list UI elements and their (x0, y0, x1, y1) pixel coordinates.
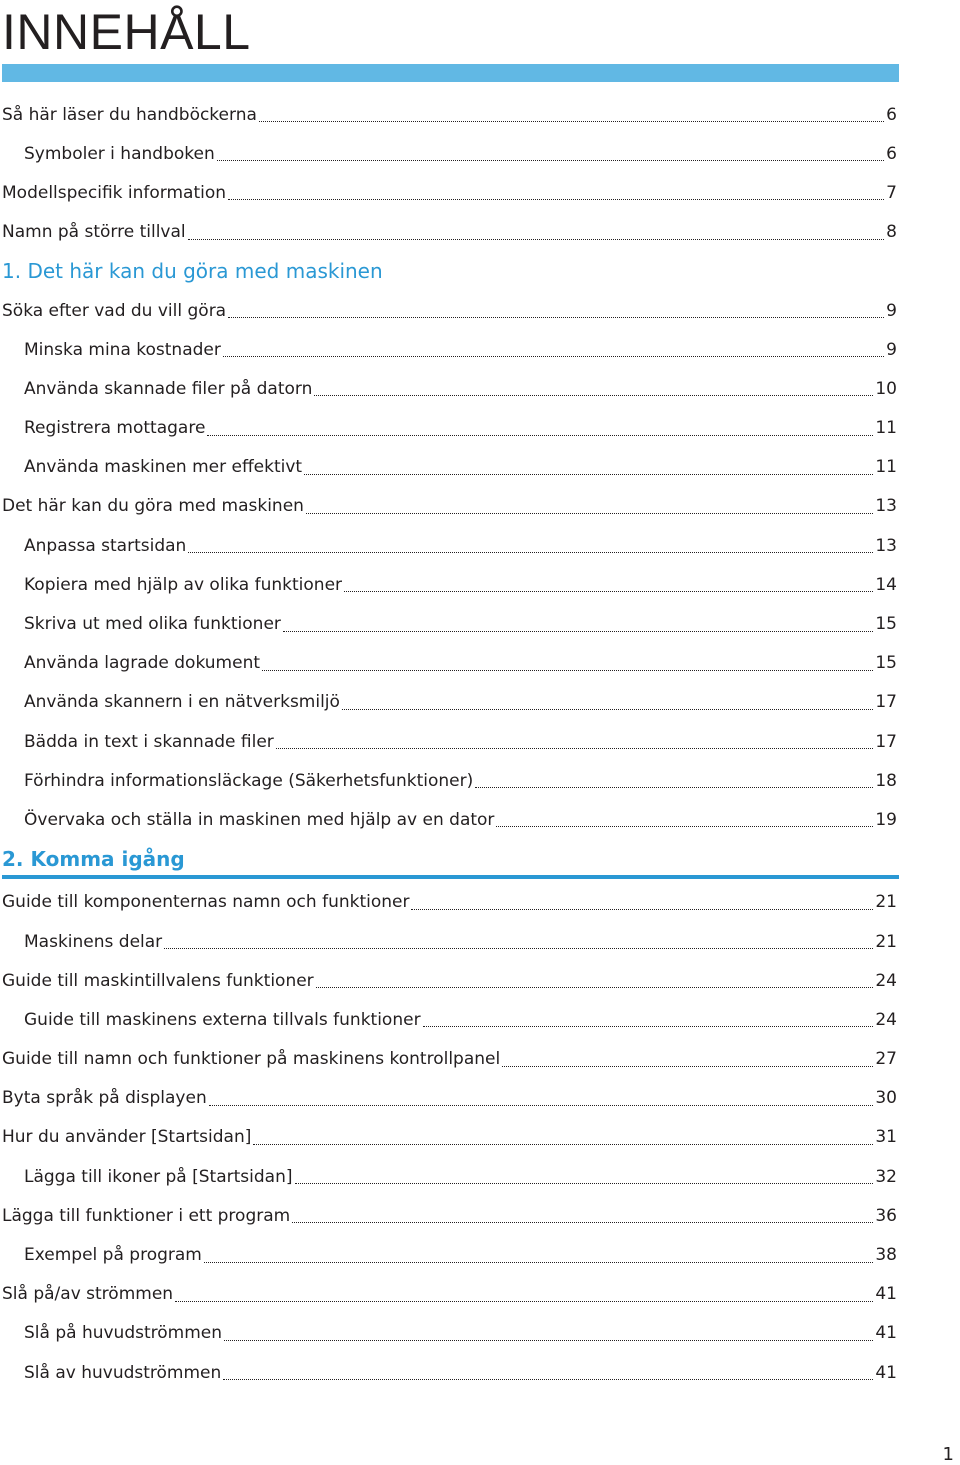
toc-entry-label: Byta språk på displayen (2, 1088, 207, 1109)
chapter-divider (2, 875, 899, 879)
toc-entry[interactable] (0, 800, 897, 839)
dot-leader (304, 474, 873, 475)
dot-leader (224, 1340, 873, 1341)
toc-entry-label: Lägga till funktioner i ett program (2, 1205, 291, 1226)
toc-entry-label: Hur du använder [Startsidan] (2, 1127, 252, 1148)
toc-entry[interactable] (0, 1040, 897, 1079)
toc-entry[interactable] (0, 448, 897, 487)
toc-entry[interactable] (0, 722, 897, 761)
toc-entry-label: Övervaka och ställa in maskinen med hjälp av en dator (24, 809, 495, 830)
toc-entry[interactable] (0, 369, 897, 408)
toc-entry[interactable] (0, 213, 897, 252)
dot-leader (314, 395, 873, 396)
toc-entry-label: Exempel på program (24, 1245, 202, 1266)
toc-entry[interactable] (0, 526, 897, 565)
toc-page-number: 10 (875, 378, 897, 399)
dot-leader (276, 748, 874, 749)
dot-leader (295, 1183, 874, 1184)
toc-entry-label: Bädda in text i skannade filer (24, 731, 274, 752)
toc-entry-label: Guide till komponenternas namn och funktioner (2, 892, 410, 913)
dot-leader (502, 1066, 873, 1067)
toc-entry[interactable] (0, 173, 897, 212)
toc-entry[interactable] (0, 565, 897, 604)
dot-leader (411, 909, 873, 910)
toc-page-number: 13 (875, 535, 897, 556)
toc-entry[interactable] (0, 1079, 897, 1118)
toc-entry-label: Kopiera med hjälp av olika funktioner (24, 574, 343, 595)
toc-entry-label: Använda lagrade dokument (24, 653, 261, 674)
dot-leader (259, 121, 884, 122)
dot-leader (292, 1222, 873, 1223)
dot-leader (209, 1105, 874, 1106)
toc-entry-label: Förhindra informationsläckage (Säkerhetsfunktioner) (24, 770, 474, 791)
toc-entry[interactable] (0, 1235, 897, 1274)
toc-entry[interactable] (0, 1353, 897, 1392)
dot-leader (228, 199, 884, 200)
toc-entry[interactable] (0, 1314, 897, 1353)
toc-entry[interactable] (0, 487, 897, 526)
toc-entry-label: Namn på större tillval (2, 222, 186, 243)
dot-leader (175, 1301, 873, 1302)
toc-page-number: 31 (875, 1127, 897, 1148)
dot-leader (228, 317, 884, 318)
toc-entry[interactable] (0, 1196, 897, 1235)
toc-entry[interactable] (0, 1275, 897, 1314)
toc-page-number: 38 (875, 1245, 897, 1266)
toc-entry[interactable] (0, 330, 897, 369)
toc-page-number: 9 (886, 300, 897, 321)
toc-page-number: 17 (875, 731, 897, 752)
toc-entry-label: Det här kan du göra med maskinen (2, 496, 304, 517)
dot-leader (316, 987, 874, 988)
dot-leader (253, 1144, 873, 1145)
toc-page-number: 17 (875, 692, 897, 713)
toc-entry[interactable] (0, 761, 897, 800)
dot-leader (344, 591, 873, 592)
dot-leader (262, 670, 873, 671)
toc-entry[interactable] (0, 1000, 897, 1039)
toc-page-number: 14 (875, 574, 897, 595)
toc-entry[interactable] (0, 1157, 897, 1196)
toc-page-number: 11 (875, 418, 897, 439)
toc-chapter-heading[interactable]: 1. Det här kan du göra med maskinen (2, 259, 383, 284)
toc-entry[interactable] (0, 922, 897, 961)
toc-entry-label: Slå på huvudströmmen (24, 1323, 223, 1344)
toc-entry-label: Söka efter vad du vill göra (2, 300, 227, 321)
dot-leader (188, 239, 885, 240)
toc-page-number: 13 (875, 496, 897, 517)
toc-entry-label: Slå på/av strömmen (2, 1284, 174, 1305)
toc-page-number: 8 (886, 222, 897, 243)
toc-page-number: 21 (875, 931, 897, 952)
toc-chapter-heading[interactable]: 2. Komma igång (2, 847, 185, 872)
dot-leader (423, 1026, 874, 1027)
dot-leader (475, 787, 873, 788)
page-title: INNEHÅLL (2, 4, 251, 60)
dot-leader (306, 513, 873, 514)
toc-entry[interactable] (0, 134, 897, 173)
toc-entry-label: Guide till maskintillvalens funktioner (2, 970, 314, 991)
dot-leader (188, 552, 873, 553)
toc-entry-label: Anpassa startsidan (24, 535, 187, 556)
toc-entry[interactable] (0, 291, 897, 330)
toc-entry-label: Använda skannade filer på datorn (24, 378, 313, 399)
toc-page-number: 30 (875, 1088, 897, 1109)
dot-leader (217, 160, 884, 161)
dot-leader (164, 948, 873, 949)
title-accent-bar (2, 64, 899, 82)
toc-entry-label: Slå av huvudströmmen (24, 1362, 222, 1383)
dot-leader (223, 356, 884, 357)
toc-page-number: 15 (875, 614, 897, 635)
dot-leader (204, 1262, 874, 1263)
dot-leader (207, 435, 873, 436)
toc-page-number: 36 (875, 1205, 897, 1226)
toc-entry-label: Skriva ut med olika funktioner (24, 614, 281, 635)
toc-entry-label: Guide till namn och funktioner på maskinens kontrollpanel (2, 1049, 501, 1070)
toc-entry-label: Så här läser du handböckerna (2, 104, 257, 125)
toc-entry[interactable] (0, 1118, 897, 1157)
toc-page-number: 24 (875, 970, 897, 991)
toc-page-number: 41 (875, 1362, 897, 1383)
toc-entry[interactable] (0, 95, 897, 134)
toc-page-number: 7 (886, 182, 897, 203)
toc-page-number: 11 (875, 457, 897, 478)
toc-page-number: 27 (875, 1049, 897, 1070)
toc-page-number: 18 (875, 770, 897, 791)
toc-page-number: 41 (875, 1323, 897, 1344)
toc-page-number: 6 (886, 143, 897, 164)
dot-leader (283, 631, 873, 632)
toc-page-number: 19 (875, 809, 897, 830)
toc-entry[interactable] (0, 961, 897, 1000)
dot-leader (223, 1379, 873, 1380)
toc-entry-label: Maskinens delar (24, 931, 163, 952)
table-of-contents (0, 95, 960, 1392)
toc-page-number: 41 (875, 1284, 897, 1305)
toc-entry-label: Modellspecifik information (2, 182, 227, 203)
page-number: 1 (942, 1444, 954, 1465)
toc-page-number: 15 (875, 653, 897, 674)
toc-entry-label: Minska mina kostnader (24, 339, 221, 360)
dot-leader (496, 826, 873, 827)
toc-entry[interactable] (0, 409, 897, 448)
toc-entry-label: Använda maskinen mer effektivt (24, 457, 303, 478)
toc-entry[interactable] (0, 604, 897, 643)
toc-page-number: 21 (875, 892, 897, 913)
toc-entry-label: Lägga till ikoner på [Startsidan] (24, 1166, 293, 1187)
toc-page-number: 9 (886, 339, 897, 360)
toc-page-number: 6 (886, 104, 897, 125)
toc-entry[interactable] (0, 683, 897, 722)
toc-entry-label: Använda skannern i en nätverksmiljö (24, 692, 340, 713)
toc-entry[interactable] (0, 883, 897, 922)
toc-page-number: 32 (875, 1166, 897, 1187)
dot-leader (342, 709, 873, 710)
toc-page-number: 24 (875, 1009, 897, 1030)
toc-entry-label: Registrera mottagare (24, 418, 206, 439)
toc-entry-label: Symboler i handboken (24, 143, 215, 164)
toc-entry[interactable] (0, 644, 897, 683)
toc-entry-label: Guide till maskinens externa tillvals funktioner (24, 1009, 421, 1030)
